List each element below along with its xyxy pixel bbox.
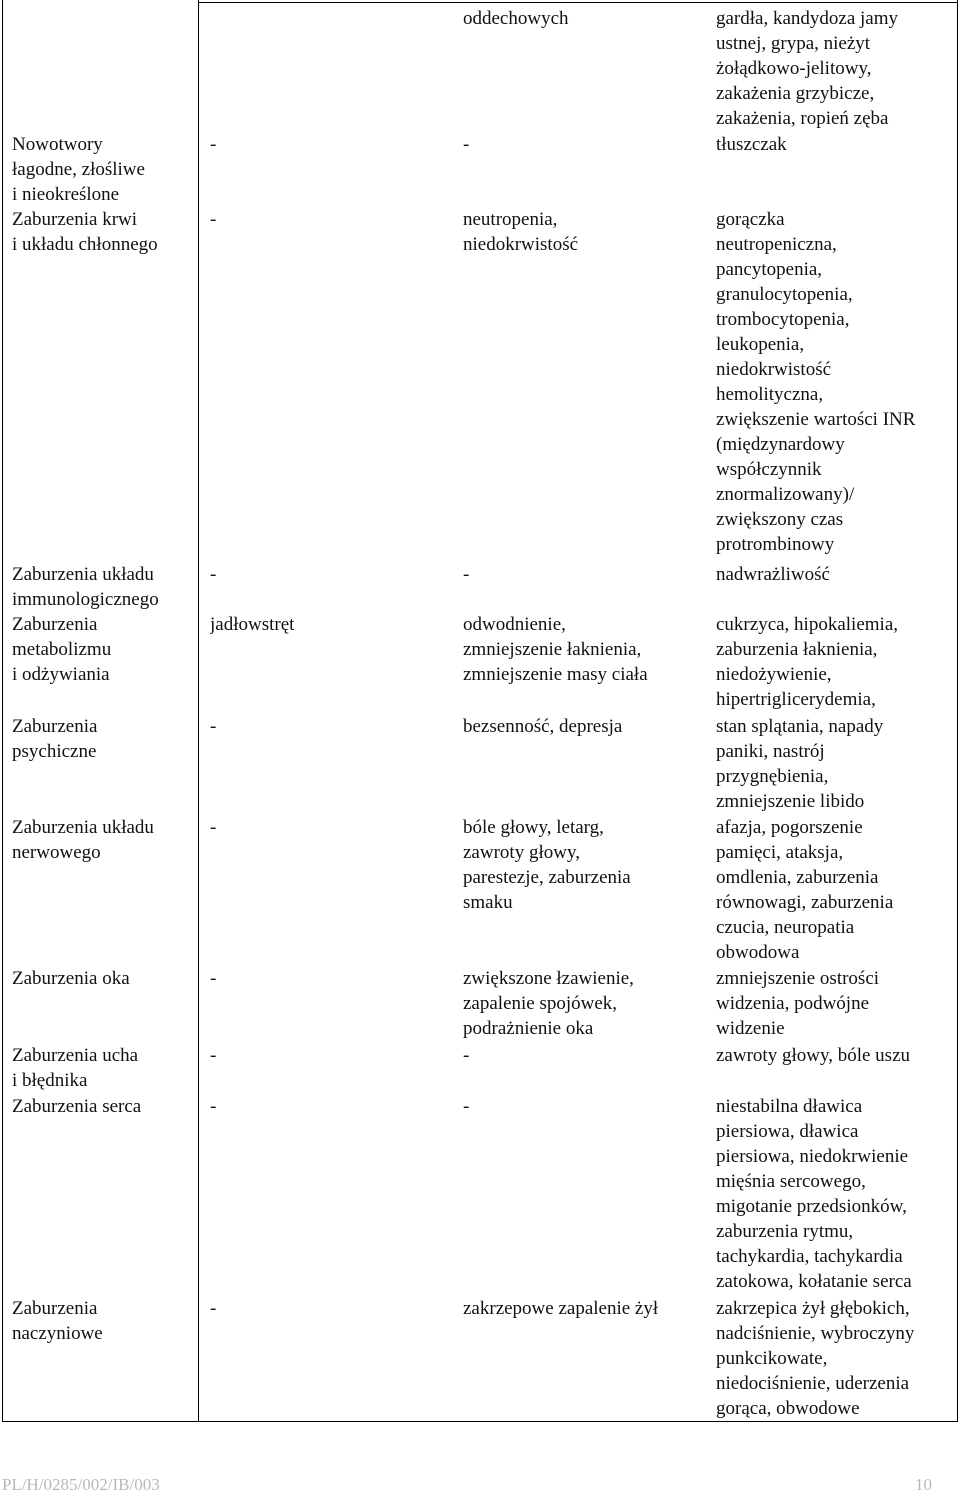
row-10-col3: zakrzepica żył głębokich, nadciśnienie, wybroczyny punkcikowate, niedociśnienie, uderzenia gorąca, obwodowe (716, 1298, 915, 1419)
row-1-col1: - (210, 134, 217, 155)
row-5-col1: - (210, 716, 217, 737)
table-border-right (957, 0, 958, 1422)
row-10-soc: Zaburzenia naczyniowe (12, 1298, 103, 1344)
row-4-col1: jadłowstręt (210, 614, 295, 635)
row-8-col1: - (210, 1045, 217, 1066)
row-1-col3: tłuszczak (716, 134, 787, 155)
row-7-col1: - (210, 968, 217, 989)
row-10-col1: - (210, 1298, 217, 1319)
row-2-col2: neutropenia, niedokrwistość (463, 209, 579, 255)
document-code: PL/H/0285/002/IB/003 (2, 1475, 160, 1494)
row-1-col2: - (463, 134, 470, 155)
row-5-col2: bezsenność, depresja (463, 716, 623, 737)
row-8-col3: zawroty głowy, bóle uszu (716, 1045, 910, 1066)
row-3-soc: Zaburzenia układu immunologicznego (12, 564, 159, 610)
row-3-col2: - (463, 564, 470, 585)
row-6-col1: - (210, 817, 217, 838)
row-2-soc: Zaburzenia krwi i układu chłonnego (12, 209, 158, 255)
row-3-col1: - (210, 564, 217, 585)
table-border-col1 (198, 0, 199, 1422)
row-1-soc: Nowotwory łagodne, złośliwe i nieokreślone (12, 134, 145, 205)
page-number: 10 (915, 1475, 932, 1494)
row-7-col3: zmniejszenie ostrości widzenia, podwójne widzenie (716, 968, 880, 1039)
row-5-col3: stan splątania, napady paniki, nastrój przygnębienia, zmniejszenie libido (716, 716, 884, 812)
row-9-soc: Zaburzenia serca (12, 1096, 142, 1117)
row-5-soc: Zaburzenia psychiczne (12, 716, 98, 762)
row-0-col3: gardła, kandydoza jamy ustnej, grypa, nieżyt żołądkowo-jelitowy, zakażenia grzybicze, zakażenia, ropień zęba (716, 8, 899, 129)
row-9-col1: - (210, 1096, 217, 1117)
row-8-soc: Zaburzenia ucha i błędnika (12, 1045, 139, 1091)
table-border-top (198, 2, 958, 3)
row-2-col3: gorączka neutropeniczna, pancytopenia, granulocytopenia, trombocytopenia, leukopenia, niedokrwistość hemolityczna, zwiększenie wartości INR (międzynardowy współczynnik znormalizowany)/ zwiększony czas protrombinowy (716, 209, 916, 555)
row-9-col2: - (463, 1096, 470, 1117)
row-3-col3: nadwrażliwość (716, 564, 830, 585)
row-8-col2: - (463, 1045, 470, 1066)
row-2-col1: - (210, 209, 217, 230)
row-4-col2: odwodnienie, zmniejszenie łaknienia, zmniejszenie masy ciała (463, 614, 648, 685)
row-7-soc: Zaburzenia oka (12, 968, 130, 989)
row-6-col2: bóle głowy, letarg, zawroty głowy, parestezje, zaburzenia smaku (463, 817, 631, 913)
row-0-col2: oddechowych (463, 8, 569, 29)
row-7-col2: zwiększone łzawienie, zapalenie spojówek, podrażnienie oka (463, 968, 634, 1039)
row-4-soc: Zaburzenia metabolizmu i odżywiania (12, 614, 112, 685)
row-6-col3: afazja, pogorszenie pamięci, ataksja, omdlenia, zaburzenia równowagi, zaburzenia czucia, neuropatia obwodowa (716, 817, 894, 963)
row-6-soc: Zaburzenia układu nerwowego (12, 817, 154, 863)
row-10-col2: zakrzepowe zapalenie żył (463, 1298, 659, 1319)
table-border-left (2, 0, 3, 1422)
table-border-bottom (2, 1421, 958, 1422)
row-4-col3: cukrzyca, hipokaliemia, zaburzenia łaknienia, niedożywienie, hipertriglicerydemia, (716, 614, 899, 710)
row-9-col3: niestabilna dławica piersiowa, dławica piersiowa, niedokrwienie mięśnia sercowego, migotanie przedsionków, zaburzenia rytmu, tachykardia, tachykardia zatokowa, kołatanie serca (716, 1096, 912, 1292)
